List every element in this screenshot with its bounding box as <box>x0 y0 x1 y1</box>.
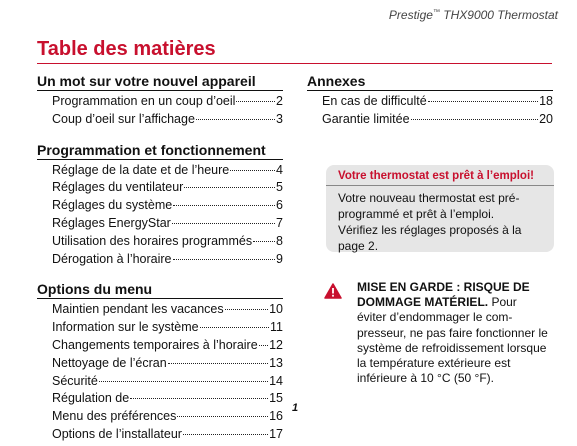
toc-entry-title: Information sur le système <box>52 320 199 335</box>
toc-entry[interactable] <box>52 215 283 233</box>
toc-entry-page: 14 <box>269 373 283 388</box>
toc-entry-page: 8 <box>276 233 283 248</box>
page-header <box>389 8 558 22</box>
toc-entry[interactable] <box>52 233 283 251</box>
dot-leader <box>173 259 276 260</box>
toc-left-column <box>37 72 283 444</box>
title-rule <box>37 63 552 64</box>
toc-entry-page: 3 <box>276 111 283 126</box>
toc-entry[interactable] <box>322 111 553 129</box>
toc-entry-title: Régulation de <box>52 391 130 406</box>
toc-section-title: Annexes <box>307 73 366 89</box>
toc-section-title: Options du menu <box>37 281 153 298</box>
toc-entry[interactable] <box>52 251 283 269</box>
toc-list <box>52 162 283 269</box>
toc-section-title: Un mot sur votre nouvel appareil <box>37 73 256 89</box>
toc-entry-title: Changements temporaires à l’horaire <box>52 337 258 352</box>
toc-entry-page: 16 <box>269 409 283 424</box>
toc-entry-title: Menu des préférences <box>52 409 177 424</box>
section-rule <box>307 90 553 91</box>
ready-line: programmé et prêt à l’emploi. <box>338 207 495 221</box>
toc-list <box>52 301 283 443</box>
section-rule <box>37 159 283 160</box>
toc-entry-page: 15 <box>269 391 283 406</box>
toc-entry-page: 11 <box>270 320 283 335</box>
toc-entry-page: 17 <box>269 426 283 441</box>
caution-text-line: éviter d’endommager le com- <box>357 310 513 325</box>
trademark-symbol: ™ <box>432 9 440 16</box>
toc-entry[interactable] <box>52 337 283 355</box>
toc-section-title: Programmation et fonctionnement <box>37 141 266 158</box>
toc-list <box>52 93 283 129</box>
toc-entry-title: Options de l’installateur <box>52 426 182 441</box>
toc-entry-title: Nettoyage de l’écran <box>52 355 167 370</box>
toc-entry-page: 18 <box>539 94 553 108</box>
dot-leader <box>130 398 268 399</box>
ready-box-title: Votre thermostat est prêt à l’emploi! <box>338 170 534 182</box>
ready-box-text <box>338 190 542 254</box>
dot-leader <box>225 309 268 310</box>
warning-triangle-icon <box>324 283 342 299</box>
toc-entry-page: 20 <box>539 111 553 126</box>
toc-entry-title: Dérogation à l’horaire <box>52 251 172 266</box>
toc-entry-page: 10 <box>269 302 283 317</box>
toc-entry[interactable] <box>52 319 283 337</box>
dot-leader <box>177 416 268 417</box>
brand-name: Prestige <box>388 8 433 22</box>
toc-entry-page: 7 <box>276 215 283 230</box>
caution-text-line: Pour <box>488 295 517 310</box>
toc-entry-title: Réglages du système <box>52 198 173 213</box>
toc-entry[interactable] <box>52 426 283 444</box>
toc-entry[interactable] <box>52 390 283 408</box>
toc-right-column <box>307 72 553 129</box>
toc-entry-title: Réglage de la date et de l’heure <box>52 162 230 177</box>
toc-entry-page: 6 <box>276 198 283 213</box>
caution-heading: MISE EN GARDE : RISQUE DE <box>357 280 530 294</box>
toc-entry[interactable] <box>52 301 283 319</box>
model-name: THX9000 Thermostat <box>439 8 558 22</box>
dot-leader <box>253 241 275 242</box>
toc-entry[interactable] <box>52 93 283 111</box>
page-number: 1 <box>292 402 299 414</box>
toc-entry[interactable] <box>52 197 283 215</box>
toc-list <box>322 93 553 129</box>
section-rule <box>37 298 283 299</box>
dot-leader <box>411 119 539 120</box>
toc-entry-page: 13 <box>269 355 283 370</box>
toc-entry-title: Réglages du ventilateur <box>52 180 184 195</box>
toc-entry-title: En cas de difficulté <box>322 94 427 108</box>
dot-leader <box>230 170 275 171</box>
toc-entry-title: Utilisation des horaires programmés <box>52 233 253 248</box>
toc-entry[interactable] <box>52 162 283 180</box>
toc-entry-page: 5 <box>276 180 283 195</box>
dot-leader <box>183 434 268 435</box>
dot-leader <box>200 327 269 328</box>
toc-entry-page: 2 <box>276 94 283 108</box>
ready-box-rule <box>326 185 554 186</box>
caution-text <box>357 280 557 386</box>
ready-line: Votre nouveau thermostat est pré- <box>338 191 520 205</box>
ready-line: page 2. <box>338 239 379 253</box>
dot-leader <box>173 205 275 206</box>
toc-entry[interactable] <box>322 93 553 111</box>
caution-text-line: presseur, ne pas faire fonctionner le <box>357 325 548 340</box>
toc-entry[interactable] <box>52 373 283 391</box>
ready-info-box <box>326 165 554 252</box>
caution-heading: DOMMAGE MATÉRIEL. <box>357 295 489 310</box>
toc-entry-title: Sécurité <box>52 373 98 388</box>
caution-text-line: la température extérieure est <box>357 356 511 371</box>
dot-leader <box>259 345 268 346</box>
toc-entry[interactable] <box>52 179 283 197</box>
dot-leader <box>196 119 275 120</box>
page-title: Table des matières <box>37 38 216 60</box>
toc-entry[interactable] <box>52 408 283 426</box>
dot-leader <box>236 101 275 102</box>
toc-entry-title: Programmation en un coup d’oeil <box>52 94 236 108</box>
caution-text-line: système de refroidissement lorsque <box>357 340 547 355</box>
toc-entry[interactable] <box>52 111 283 129</box>
toc-entry[interactable] <box>52 355 283 373</box>
toc-entry-page: 4 <box>276 162 283 177</box>
section-gap <box>37 129 283 141</box>
ready-line: Vérifiez les réglages proposés à la <box>338 223 522 237</box>
toc-entry-page: 12 <box>269 337 283 352</box>
section-gap <box>37 268 283 280</box>
toc-entry-title: Garantie limitée <box>322 111 410 126</box>
dot-leader <box>168 363 268 364</box>
toc-entry-title: Réglages EnergyStar <box>52 215 171 230</box>
dot-leader <box>184 187 275 188</box>
toc-entry-title: Coup d’oeil sur l’affichage <box>52 111 195 126</box>
toc-entry-title: Maintien pendant les vacances <box>52 302 224 317</box>
section-rule <box>37 90 283 91</box>
toc-entry-page: 9 <box>276 251 283 266</box>
caution-text-line: inférieure à 10 °C (50 °F). <box>357 371 494 386</box>
dot-leader <box>428 101 538 102</box>
dot-leader <box>172 223 275 224</box>
dot-leader <box>99 381 268 382</box>
